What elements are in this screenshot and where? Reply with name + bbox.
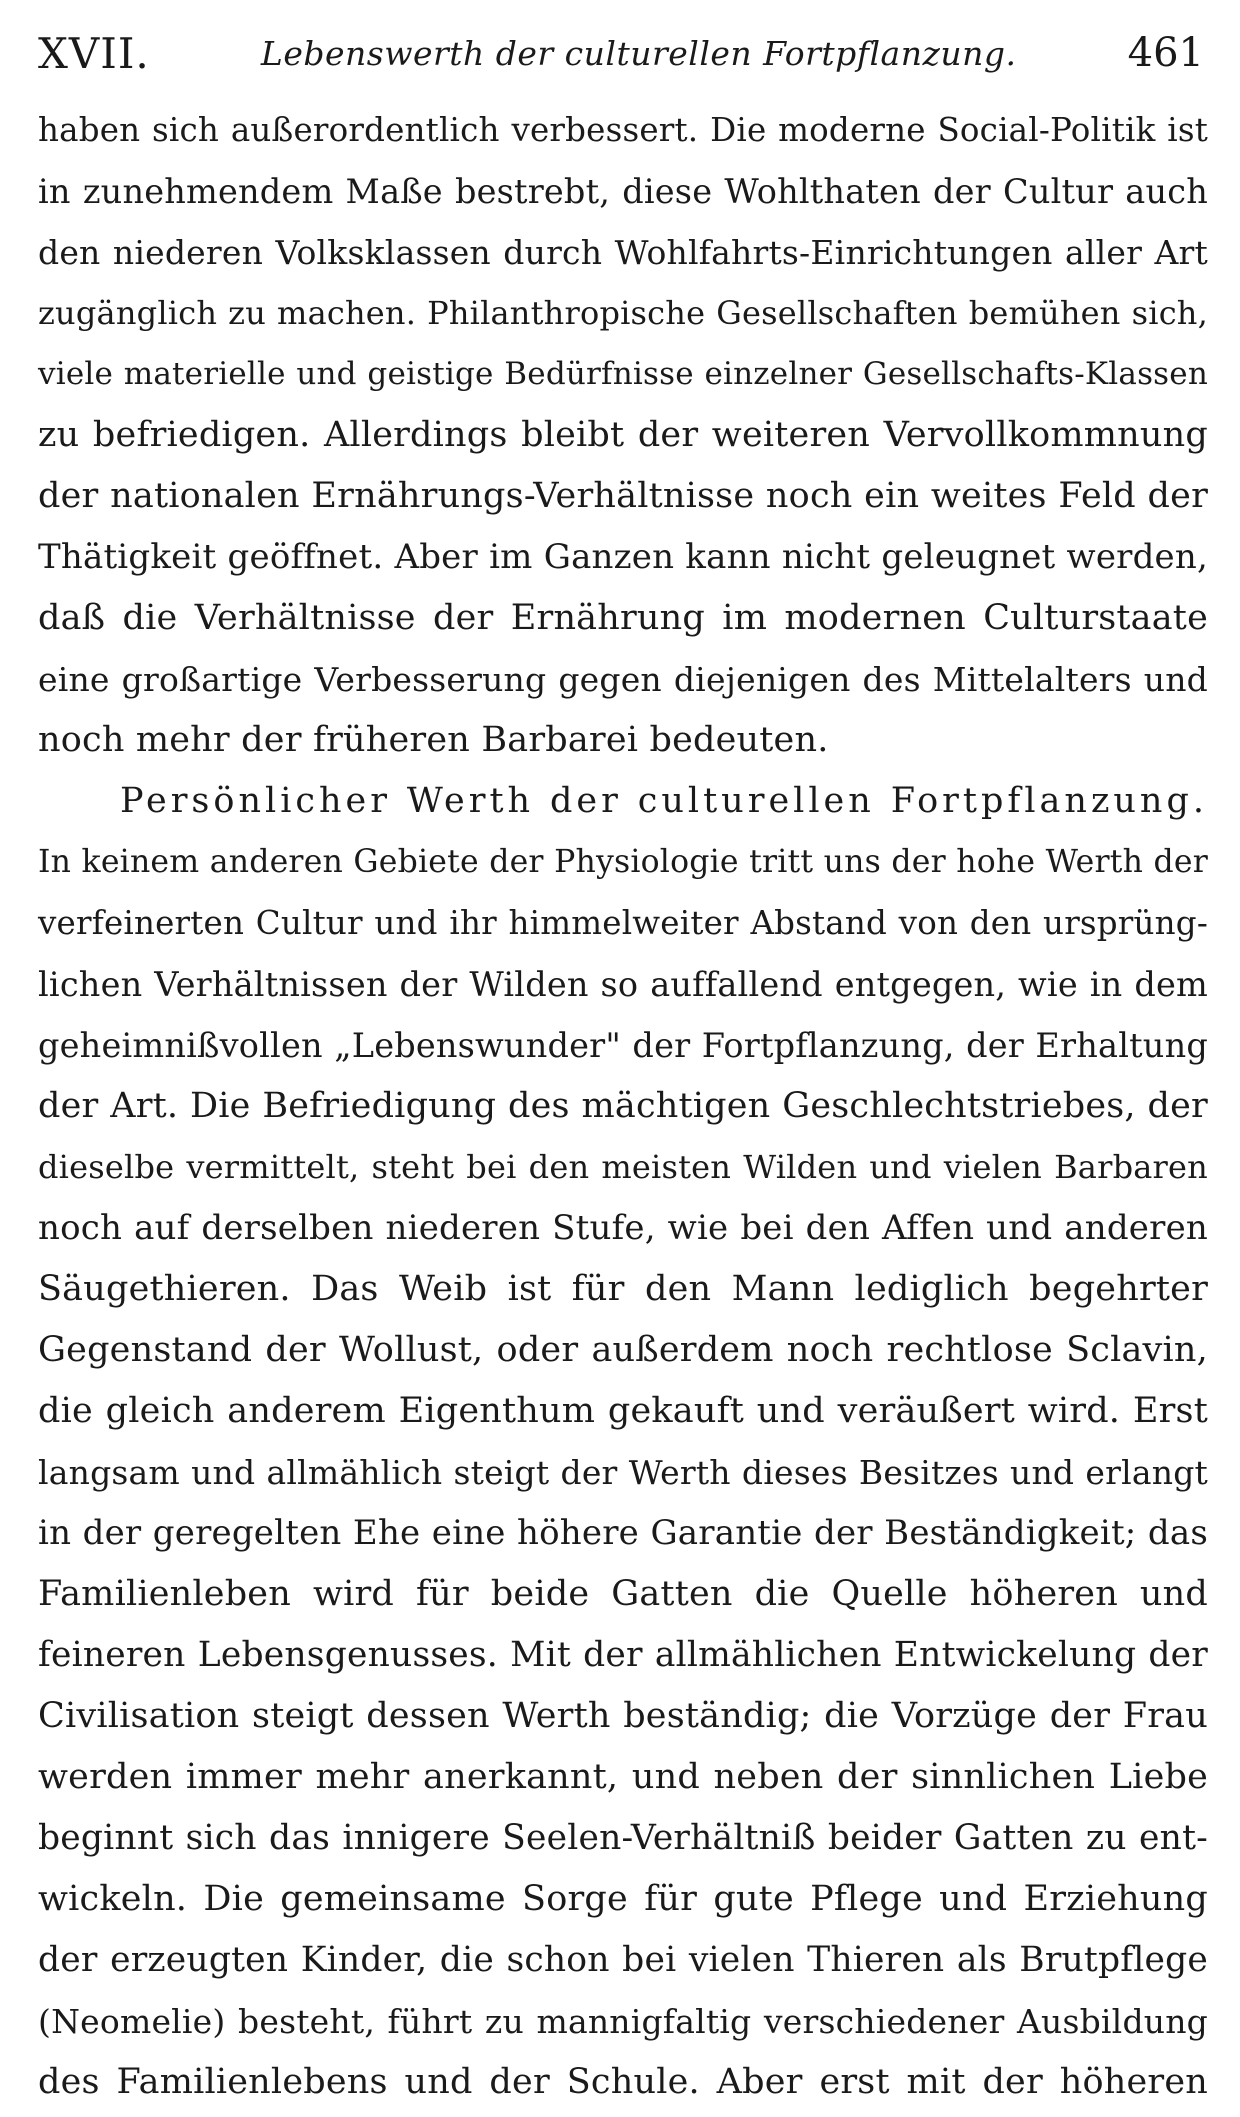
text-line: haben sich außerordentlich verbessert. Die moderne Social-Politik ist [38, 111, 1208, 149]
text-line: in der geregelten Ehe eine höhere Garantie der Beständigkeit; das [38, 1513, 1208, 1553]
text-line: viele materielle und geistige Bedürfnisse einzelner Gesellschafts-Klassen [38, 356, 1208, 392]
text-line: wickeln. Die gemeinsame Sorge für gute Pflege und Erziehung [38, 1879, 1208, 1919]
text-line: (Neomelie) besteht, führt zu mannigfaltig verschiedener Ausbildung [38, 2002, 1208, 2041]
text-line: eine großartige Verbesserung gegen diejenigen des Mittelalters und [38, 660, 1208, 699]
text-line: in zunehmendem Maße bestrebt, diese Wohlthaten der Cultur auch [38, 172, 1208, 211]
text-line: der nationalen Ernährungs-Verhältnisse noch ein weites Feld der [38, 476, 1208, 516]
text-line: zugänglich zu machen. Philanthropische Gesellschaften bemühen sich, [38, 294, 1208, 332]
text-line: daß die Verhältnisse der Ernährung im modernen Culturstaate [38, 598, 1208, 638]
text-line: Thätigkeit geöffnet. Aber im Ganzen kann nicht geleugnet werden, [38, 537, 1208, 577]
text-line: der erzeugten Kinder, die schon bei vielen Thieren als Brutpflege [38, 1940, 1208, 1980]
text-line: werden immer mehr anerkannt, und neben der sinnlichen Liebe [38, 1757, 1208, 1797]
page-number: 461 [1127, 30, 1204, 76]
text-line: den niederen Volksklassen durch Wohlfahrts-Einrichtungen aller Art [38, 233, 1208, 272]
text-line: beginnt sich das innigere Seelen-Verhältniß beider Gatten zu ent- [38, 1818, 1208, 1858]
text-line: noch mehr der früheren Barbarei bedeuten. [38, 720, 829, 760]
text-line: feineren Lebensgenusses. Mit der allmählichen Entwickelung der [38, 1635, 1208, 1675]
page-header [38, 22, 1204, 84]
text-line: Familienleben wird für beide Gatten die Quelle höheren und [38, 1574, 1208, 1614]
text-line: der Art. Die Befriedigung des mächtigen Geschlechtstriebes, der [38, 1086, 1208, 1126]
text-line: dieselbe vermittelt, steht bei den meisten Wilden und vielen Barbaren [38, 1148, 1208, 1186]
running-title: Lebenswerth der culturellen Fortpflanzung. [260, 33, 1017, 73]
body-text [38, 100, 1208, 2113]
text-line: geheimnißvollen „Lebenswunder" der Fortpflanzung, der Erhaltung [38, 1026, 1208, 1065]
text-line: Gegenstand der Wollust, oder außerdem noch rechtlose Sclavin, [38, 1330, 1208, 1370]
chapter-number: XVII. [38, 28, 150, 78]
text-line: langsam und allmählich steigt der Werth dieses Besitzes und erlangt [38, 1453, 1208, 1492]
text-line: Civilisation steigt dessen Werth beständig; die Vorzüge der Frau [38, 1696, 1208, 1736]
text-line: Säugethieren. Das Weib ist für den Mann lediglich begehrter [38, 1269, 1208, 1309]
text-line: In keinem anderen Gebiete der Physiologie tritt uns der hohe Werth der [38, 844, 1208, 880]
text-line: des Familienlebens und der Schule. Aber erst mit der höheren [38, 2062, 1208, 2102]
section-heading: Persönlicher Werth der culturellen Fortpflanzung. [120, 781, 1208, 821]
text-line: zu befriedigen. Allerdings bleibt der weiteren Vervollkommnung [38, 415, 1208, 455]
text-line: verfeinerten Cultur und ihr himmelweiter Abstand von den ursprüng- [38, 904, 1208, 942]
text-line: noch auf derselben niederen Stufe, wie bei den Affen und anderen [38, 1208, 1208, 1248]
text-line: die gleich anderem Eigenthum gekauft und veräußert wird. Erst [38, 1391, 1208, 1431]
text-line: lichen Verhältnissen der Wilden so auffallend entgegen, wie in dem [38, 965, 1208, 1004]
